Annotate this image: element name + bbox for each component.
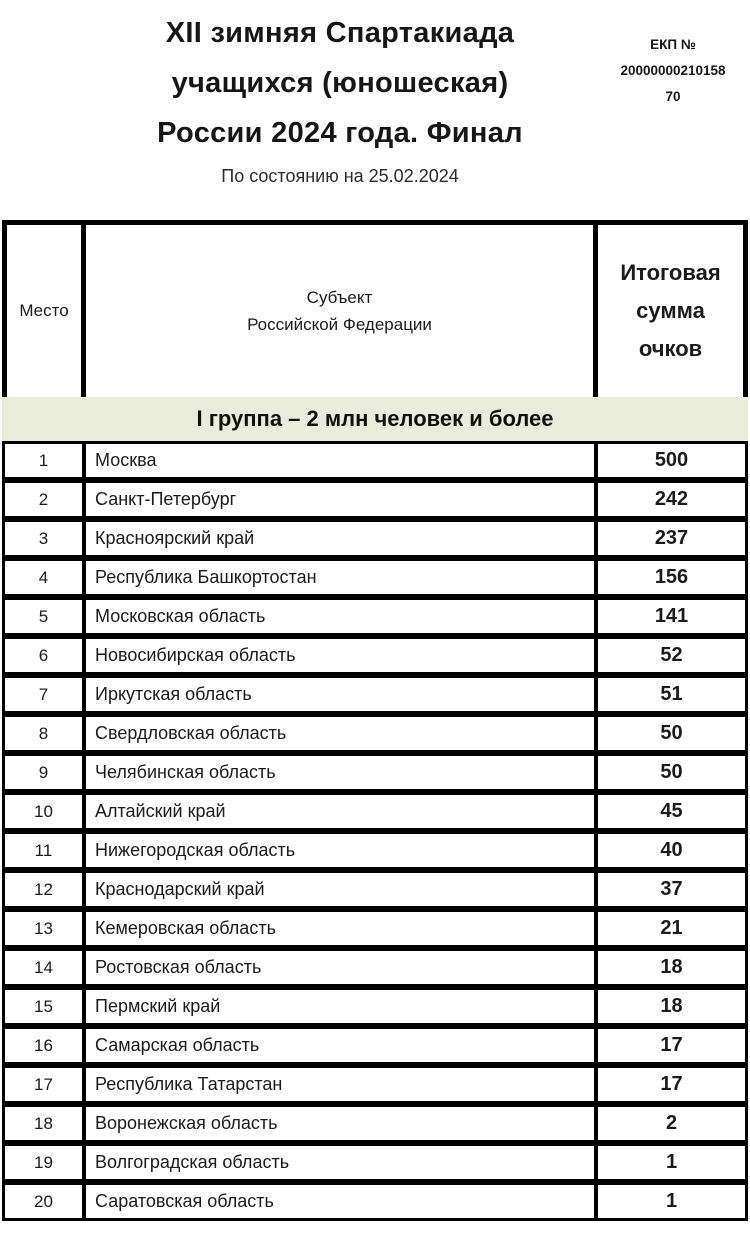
score-cell: 141 xyxy=(598,600,748,633)
score-cell: 237 xyxy=(598,522,748,555)
place-cell: 10 xyxy=(2,795,86,828)
score-cell: 50 xyxy=(598,717,748,750)
ekp-label: ЕКП № xyxy=(650,37,696,52)
place-cell: 5 xyxy=(2,600,86,633)
table-row xyxy=(2,480,748,519)
subject-cell: Республика Башкортостан xyxy=(86,561,598,594)
table-row xyxy=(2,948,748,987)
results-table xyxy=(2,220,748,1221)
column-header-score-line-1: Итоговая xyxy=(620,260,721,285)
subject-cell: Челябинская область xyxy=(86,756,598,789)
column-header-score-line-2: сумма xyxy=(636,298,705,323)
score-cell: 500 xyxy=(598,444,748,477)
subject-cell: Московская область xyxy=(86,600,598,633)
place-cell: 19 xyxy=(2,1146,86,1179)
table-row xyxy=(2,558,748,597)
score-cell: 18 xyxy=(598,990,748,1023)
place-cell: 16 xyxy=(2,1029,86,1062)
score-cell: 51 xyxy=(598,678,748,711)
score-cell: 52 xyxy=(598,639,748,672)
subject-cell: Алтайский край xyxy=(86,795,598,828)
place-cell: 1 xyxy=(2,444,86,477)
ekp-number-line-1: 20000000210158 xyxy=(620,63,726,78)
ekp-number-block xyxy=(598,32,748,110)
place-cell: 18 xyxy=(2,1107,86,1140)
subject-cell: Республика Татарстан xyxy=(86,1068,598,1101)
place-cell: 14 xyxy=(2,951,86,984)
subject-cell: Новосибирская область xyxy=(86,639,598,672)
table-row xyxy=(2,987,748,1026)
table-rows xyxy=(2,441,748,1221)
group-band xyxy=(2,397,748,441)
table-row xyxy=(2,714,748,753)
score-cell: 50 xyxy=(598,756,748,789)
table-row xyxy=(2,636,748,675)
place-cell: 7 xyxy=(2,678,86,711)
page-header xyxy=(0,0,750,220)
place-cell: 3 xyxy=(2,522,86,555)
title-line-2: учащихся (юношеская) xyxy=(171,67,509,99)
place-cell: 9 xyxy=(2,756,86,789)
table-row xyxy=(2,870,748,909)
subject-cell: Санкт-Петербург xyxy=(86,483,598,516)
title-line-1: XII зимняя Спартакиада xyxy=(165,17,515,49)
table-row xyxy=(2,519,748,558)
subject-cell: Красноярский край xyxy=(86,522,598,555)
table-header-row xyxy=(2,220,748,397)
subject-cell: Самарская область xyxy=(86,1029,598,1062)
group-band-label: I группа – 2 млн человек и более xyxy=(196,406,554,431)
document-title xyxy=(0,8,625,187)
title-line-3: России 2024 года. Финал xyxy=(157,117,523,149)
place-cell: 13 xyxy=(2,912,86,945)
table-row xyxy=(2,1104,748,1143)
table-row xyxy=(2,831,748,870)
table-row xyxy=(2,1143,748,1182)
table-row xyxy=(2,441,748,480)
as-of-date-subtitle: По состоянию на 25.02.2024 xyxy=(221,166,459,186)
column-header-score-line-3: очков xyxy=(638,336,703,361)
score-cell: 40 xyxy=(598,834,748,867)
subject-cell: Краснодарский край xyxy=(86,873,598,906)
subject-cell: Саратовская область xyxy=(86,1185,598,1218)
score-cell: 156 xyxy=(598,561,748,594)
column-header-place-label: Место xyxy=(19,301,69,320)
score-cell: 1 xyxy=(598,1146,748,1179)
subject-cell: Свердловская область xyxy=(86,717,598,750)
column-header-place xyxy=(2,225,86,397)
place-cell: 17 xyxy=(2,1068,86,1101)
place-cell: 15 xyxy=(2,990,86,1023)
table-row xyxy=(2,792,748,831)
subject-cell: Ростовская область xyxy=(86,951,598,984)
place-cell: 11 xyxy=(2,834,86,867)
table-row xyxy=(2,597,748,636)
place-cell: 6 xyxy=(2,639,86,672)
subject-cell: Пермский край xyxy=(86,990,598,1023)
score-cell: 37 xyxy=(598,873,748,906)
score-cell: 17 xyxy=(598,1029,748,1062)
score-cell: 45 xyxy=(598,795,748,828)
table-row xyxy=(2,1026,748,1065)
subject-cell: Кемеровская область xyxy=(86,912,598,945)
column-header-subject-line-2: Российской Федерации xyxy=(247,315,432,334)
place-cell: 12 xyxy=(2,873,86,906)
column-header-score xyxy=(598,225,748,397)
place-cell: 8 xyxy=(2,717,86,750)
subject-cell: Волгоградская область xyxy=(86,1146,598,1179)
place-cell: 2 xyxy=(2,483,86,516)
subject-cell: Москва xyxy=(86,444,598,477)
table-row xyxy=(2,1182,748,1221)
subject-cell: Нижегородская область xyxy=(86,834,598,867)
score-cell: 21 xyxy=(598,912,748,945)
score-cell: 18 xyxy=(598,951,748,984)
column-header-subject-line-1: Субъект xyxy=(306,288,373,307)
score-cell: 242 xyxy=(598,483,748,516)
subject-cell: Воронежская область xyxy=(86,1107,598,1140)
column-header-subject xyxy=(86,225,598,397)
table-row xyxy=(2,909,748,948)
ekp-number-line-2: 70 xyxy=(665,89,681,104)
table-row xyxy=(2,1065,748,1104)
table-row xyxy=(2,675,748,714)
place-cell: 20 xyxy=(2,1185,86,1218)
subject-cell: Иркутская область xyxy=(86,678,598,711)
score-cell: 17 xyxy=(598,1068,748,1101)
place-cell: 4 xyxy=(2,561,86,594)
score-cell: 2 xyxy=(598,1107,748,1140)
table-row xyxy=(2,753,748,792)
score-cell: 1 xyxy=(598,1185,748,1218)
